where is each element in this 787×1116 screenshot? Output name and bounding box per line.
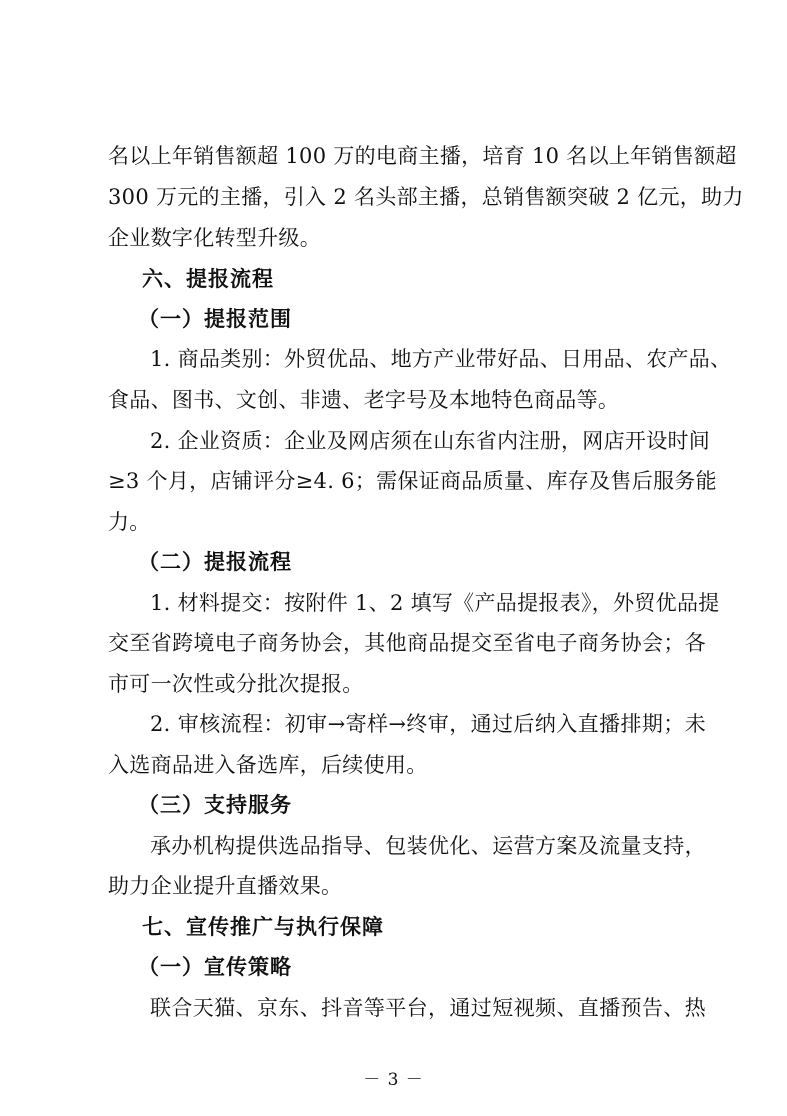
- body-text-line: 名以上年销售额超 100 万的电商主播，培育 10 名以上年销售额超: [108, 144, 737, 168]
- body-text-line: 交至省跨境电子商务协会，其他商品提交至省电子商务协会；各: [108, 631, 706, 655]
- body-text-line: ≥3 个月，店铺评分≥4. 6；需保证商品质量、库存及售后服务能: [108, 469, 717, 493]
- subsection-heading: （三）支持服务: [138, 792, 292, 817]
- page-number: － 3 －: [363, 1070, 424, 1090]
- body-text-line: 2. 审核流程：初审→寄样→终审，通过后纳入直播排期；未: [150, 712, 706, 736]
- body-text-line: 1. 材料提交：按附件 1、2 填写《产品提报表》，外贸优品提: [150, 591, 720, 615]
- body-text-line: 市可一次性或分批次提报。: [108, 672, 364, 696]
- subsection-heading: （一）宣传策略: [138, 954, 292, 979]
- section-heading: 六、提报流程: [142, 267, 274, 291]
- body-text-line: 300 万元的主播，引入 2 名头部主播，总销售额突破 2 亿元，助力: [108, 185, 744, 209]
- body-text-line: 2. 企业资质：企业及网店须在山东省内注册，网店开设时间: [150, 429, 711, 453]
- body-text-line: 力。: [108, 510, 151, 534]
- body-text-line: 1. 商品类别：外贸优品、地方产业带好品、日用品、农产品、: [150, 347, 732, 371]
- section-heading: 七、宣传推广与执行保障: [142, 915, 384, 939]
- body-text-line: 助力企业提升直播效果。: [108, 874, 343, 898]
- body-text-line: 食品、图书、文创、非遗、老字号及本地特色商品等。: [108, 388, 620, 412]
- body-text-line: 联合天猫、京东、抖音等平台，通过短视频、直播预告、热: [150, 996, 706, 1020]
- subsection-heading: （一）提报范围: [138, 306, 292, 331]
- body-text-line: 入选商品进入备选库，后续使用。: [108, 753, 428, 777]
- body-text-line: 企业数字化转型升级。: [108, 226, 321, 250]
- subsection-heading: （二）提报流程: [138, 549, 292, 574]
- body-text-line: 承办机构提供选品指导、包装优化、运营方案及流量支持，: [150, 834, 706, 858]
